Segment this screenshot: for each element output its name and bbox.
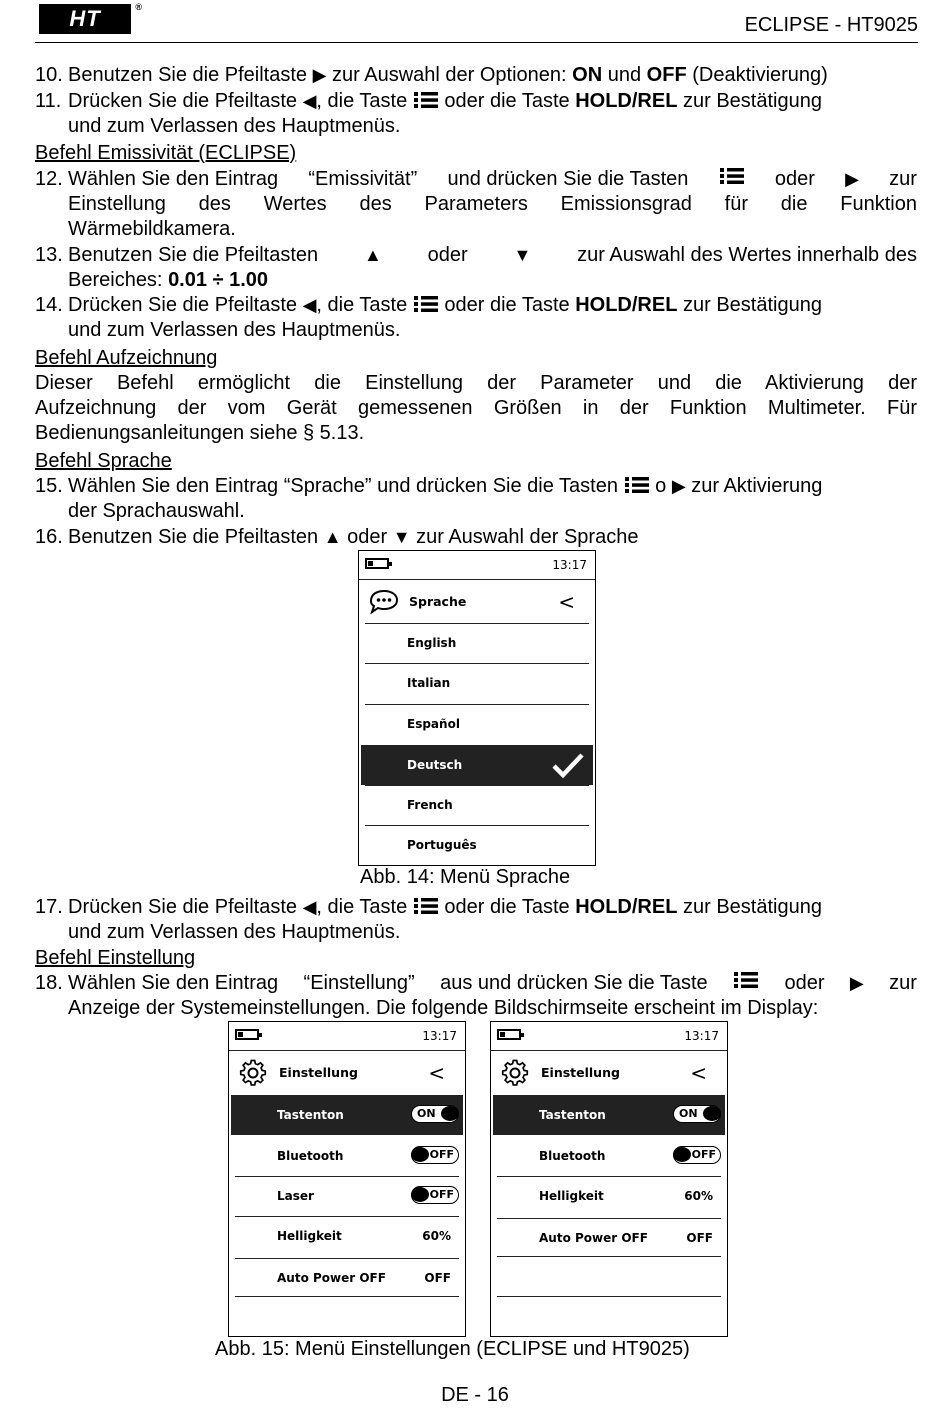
step-15-line2: der Sprachauswahl. [68, 500, 245, 522]
step-12-part-a: Wählen Sie den Eintrag [68, 168, 279, 190]
toggle-state: ON [679, 1107, 698, 1120]
speech-bubble-icon [367, 588, 399, 616]
chevron-left-icon[interactable]: < [690, 1061, 707, 1085]
arrow-up-icon: ▲ [364, 245, 382, 265]
step-13-number: 13. [35, 244, 63, 266]
step-15-part-c: o [655, 475, 667, 497]
step-13-range-label: Bereiches: [68, 269, 163, 291]
setting-row-key-tone[interactable] [493, 1095, 725, 1135]
step-10-text [68, 63, 828, 88]
settings-screen-eclipse [228, 1021, 466, 1337]
step-11-text [68, 89, 822, 114]
step-10-number: 10. [35, 64, 63, 86]
setting-label: Tastenton [539, 1108, 606, 1122]
gear-icon [237, 1059, 269, 1087]
heading-settings: Befehl Einstellung [35, 947, 196, 969]
language-label: English [407, 636, 457, 650]
recording-text-line1: Dieser Befehl ermöglicht die Einstellung der Parameter und die Aktivierung der [35, 372, 917, 394]
language-label: Español [407, 717, 460, 731]
step-11-part-d: zur Bestätigung [682, 90, 822, 112]
arrow-right-icon: ▶ [849, 973, 864, 993]
setting-row-empty [493, 1296, 725, 1336]
step-15-number: 15. [35, 475, 63, 497]
menu-list-icon [413, 295, 439, 313]
toggle-state: OFF [429, 1188, 454, 1201]
step-18-text [68, 971, 917, 996]
step-11-part-a: Drücken Sie die Pfeiltaste [68, 90, 298, 112]
setting-label: Bluetooth [539, 1149, 606, 1163]
page-number: DE - 16 [441, 1384, 509, 1406]
hold-rel-key: HOLD/REL [575, 294, 678, 316]
setting-row-key-tone[interactable] [231, 1095, 463, 1135]
hold-rel-key: HOLD/REL [575, 896, 678, 918]
step-17-part-d: zur Bestätigung [682, 896, 822, 918]
setting-label: Auto Power OFF [277, 1271, 386, 1285]
chevron-left-icon[interactable]: < [558, 590, 575, 614]
heading-emissivity: Befehl Emissivität (ECLIPSE) [35, 142, 297, 164]
arrow-right-icon: ▶ [671, 476, 686, 496]
setting-value: 60% [422, 1229, 451, 1243]
step-12-number: 12. [35, 168, 63, 190]
step-12-part-c: oder [774, 168, 815, 190]
step-17-text [68, 895, 822, 920]
menu-list-icon [413, 91, 439, 109]
status-bar [359, 551, 595, 580]
step-14-number: 14. [35, 294, 63, 316]
heading-language: Befehl Sprache [35, 450, 172, 472]
screen-title-row [359, 580, 595, 624]
clock: 13:17 [552, 558, 587, 572]
screen-title: Sprache [409, 594, 467, 609]
setting-value: 60% [684, 1189, 713, 1203]
language-option[interactable] [361, 785, 593, 825]
step-15-item: “Sprache” [283, 475, 372, 497]
step-14-text [68, 293, 822, 318]
step-13-part-b: oder [427, 244, 468, 266]
bluetooth-toggle[interactable] [411, 1146, 459, 1164]
arrow-down-icon: ▼ [513, 245, 532, 265]
step-16-part-c: zur Auswahl der Sprache [416, 526, 639, 548]
figure-15-caption: Abb. 15: Menü Einstellungen (ECLIPSE und HT9025) [215, 1338, 690, 1360]
recording-text-line3: Bedienungsanleitungen siehe § 5.13. [35, 422, 365, 444]
arrow-right-icon: ▶ [312, 65, 327, 85]
toggle-knob [673, 1147, 691, 1162]
setting-row-auto-power-off[interactable] [231, 1258, 463, 1298]
step-13-part-c: zur Auswahl des Wertes innerhalb des [577, 244, 917, 266]
status-bar [491, 1022, 727, 1051]
step-18-part-b: aus und drücken Sie die Taste [440, 972, 708, 994]
screen-title: Einstellung [279, 1065, 358, 1080]
checkmark-icon [551, 751, 585, 779]
menu-list-icon [413, 897, 439, 915]
language-option[interactable] [361, 623, 593, 663]
step-12-item: “Emissivität” [308, 168, 418, 190]
step-17-part-b: , die Taste [316, 896, 408, 918]
key-tone-toggle[interactable] [411, 1105, 459, 1123]
step-10-part-b: zur Auswahl der Optionen: [332, 64, 567, 86]
setting-label: Laser [277, 1189, 314, 1203]
key-tone-toggle[interactable] [673, 1105, 721, 1123]
figure-14-caption: Abb. 14: Menü Sprache [360, 866, 571, 888]
step-18-part-d: zur [889, 972, 917, 994]
menu-list-icon [719, 167, 745, 185]
emissivity-range: 0.01 ÷ 1.00 [168, 269, 269, 291]
language-label: Português [407, 838, 477, 852]
laser-toggle[interactable] [411, 1186, 459, 1204]
bluetooth-toggle[interactable] [673, 1146, 721, 1164]
step-11-part-b: , die Taste [316, 90, 408, 112]
toggle-knob [441, 1106, 459, 1121]
screen-title-row [491, 1051, 727, 1095]
chevron-left-icon[interactable]: < [428, 1061, 445, 1085]
step-11-line2: und zum Verlassen des Hauptmenüs. [68, 115, 401, 137]
battery-icon [497, 1029, 521, 1040]
language-label: Italian [407, 676, 451, 690]
step-16-part-a: Benutzen Sie die Pfeiltasten [68, 526, 319, 548]
logo-text: HT [69, 6, 101, 31]
step-10-part-a: Benutzen Sie die Pfeiltaste [68, 64, 308, 86]
step-14-part-b: , die Taste [316, 294, 408, 316]
language-screen [358, 550, 596, 866]
step-17-number: 17. [35, 896, 63, 918]
setting-row-laser[interactable] [231, 1176, 463, 1216]
step-11-part-c: oder die Taste [444, 90, 570, 112]
toggle-state: OFF [691, 1148, 716, 1161]
setting-label: Helligkeit [539, 1189, 604, 1203]
setting-row-auto-power-off[interactable] [493, 1218, 725, 1258]
step-17-line2: und zum Verlassen des Hauptmenüs. [68, 921, 401, 943]
toggle-knob [411, 1187, 429, 1202]
step-15-part-a: Wählen Sie den Eintrag [68, 475, 279, 497]
setting-row-brightness[interactable] [231, 1216, 463, 1256]
setting-label: Helligkeit [277, 1229, 342, 1243]
step-16-text [68, 525, 638, 550]
step-12-part-d: zur [889, 168, 917, 190]
setting-row-empty [493, 1256, 725, 1296]
step-14-line2: und zum Verlassen des Hauptmenüs. [68, 319, 401, 341]
heading-recording: Befehl Aufzeichnung [35, 347, 218, 369]
ht-logo [39, 2, 143, 34]
screen-title: Einstellung [541, 1065, 620, 1080]
setting-value: OFF [424, 1271, 451, 1285]
page-header [35, 0, 918, 43]
step-16-number: 16. [35, 526, 63, 548]
setting-row-empty [231, 1296, 463, 1336]
step-16-part-b: oder [347, 526, 388, 548]
step-15-part-b: und drücken Sie die Tasten [377, 475, 618, 497]
setting-label: Auto Power OFF [539, 1231, 648, 1245]
step-14-part-c: oder die Taste [444, 294, 570, 316]
battery-icon [235, 1029, 259, 1040]
toggle-state: OFF [429, 1148, 454, 1161]
step-12-line2: Einstellung des Wertes des Parameters Emissionsgrad für die Funktion [68, 193, 917, 215]
step-18-number: 18. [35, 972, 63, 994]
language-option[interactable] [361, 663, 593, 703]
arrow-up-icon: ▲ [323, 527, 342, 547]
settings-screen-ht9025 [490, 1021, 728, 1337]
logo-registered-mark: ® [135, 2, 143, 12]
setting-label: Tastenton [277, 1108, 344, 1122]
status-bar [229, 1022, 465, 1051]
language-option[interactable] [361, 825, 593, 865]
language-option[interactable] [361, 704, 593, 744]
step-14-part-a: Drücken Sie die Pfeiltaste [68, 294, 298, 316]
menu-list-icon [624, 476, 650, 494]
step-13-part-a: Benutzen Sie die Pfeiltasten [68, 244, 319, 266]
hold-rel-key: HOLD/REL [575, 90, 678, 112]
step-12-part-b: und drücken Sie die Tasten [447, 168, 689, 190]
clock: 13:17 [422, 1029, 457, 1043]
step-15-text [68, 474, 822, 499]
step-12-line3: Wärmebildkamera. [68, 218, 236, 240]
setting-row-brightness[interactable] [493, 1176, 725, 1216]
recording-text-line2: Aufzeichnung der vom Gerät gemessenen Größen in der Funktion Multimeter. Für [35, 397, 917, 419]
toggle-knob [411, 1147, 429, 1162]
language-option-selected[interactable] [361, 745, 593, 785]
gear-icon [499, 1059, 531, 1087]
language-label: Deutsch [407, 758, 463, 772]
setting-row-bluetooth[interactable] [231, 1136, 463, 1176]
arrow-left-icon: ◀ [302, 295, 317, 315]
setting-value: OFF [686, 1231, 713, 1245]
document-title: ECLIPSE - HT9025 [744, 14, 918, 36]
arrow-down-icon: ▼ [392, 527, 411, 547]
option-off: OFF [646, 64, 687, 86]
toggle-knob [703, 1106, 721, 1121]
step-12-text [68, 167, 917, 192]
step-18-item: “Einstellung” [303, 972, 415, 994]
battery-icon [365, 558, 389, 569]
step-18-part-c: oder [784, 972, 825, 994]
setting-label: Bluetooth [277, 1149, 344, 1163]
setting-row-bluetooth[interactable] [493, 1136, 725, 1176]
arrow-left-icon: ◀ [302, 897, 317, 917]
screen-title-row [229, 1051, 465, 1095]
step-10-part-c: (Deaktivierung) [692, 64, 828, 86]
option-on: ON [572, 64, 603, 86]
step-17-part-c: oder die Taste [444, 896, 570, 918]
menu-list-icon [733, 971, 759, 989]
step-14-part-d: zur Bestätigung [682, 294, 822, 316]
language-label: French [407, 798, 453, 812]
step-13-text [68, 243, 917, 268]
step-18-part-a: Wählen Sie den Eintrag [68, 972, 279, 994]
arrow-right-icon: ▶ [845, 169, 859, 189]
step-15-part-d: zur Aktivierung [691, 475, 823, 497]
toggle-state: ON [417, 1107, 436, 1120]
step-10-und: und [607, 64, 642, 86]
step-11-number: 11. [35, 90, 62, 112]
clock: 13:17 [684, 1029, 719, 1043]
step-18-line2: Anzeige der Systemeinstellungen. Die folgende Bildschirmseite erscheint im Display: [68, 997, 819, 1019]
arrow-left-icon: ◀ [302, 91, 317, 111]
step-17-part-a: Drücken Sie die Pfeiltaste [68, 896, 298, 918]
step-13-line2 [68, 268, 268, 293]
